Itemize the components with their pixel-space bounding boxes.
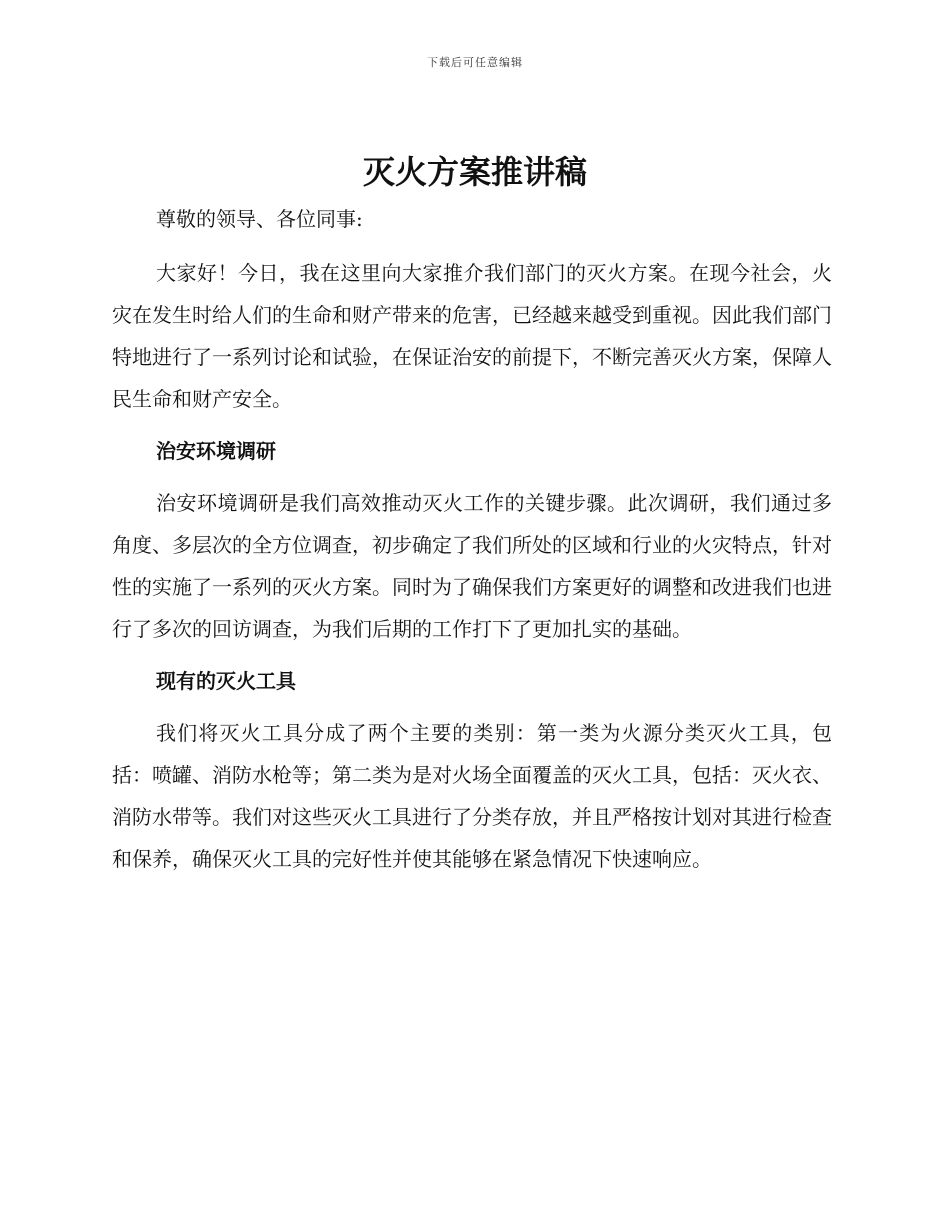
section-heading-tools: 现有的灭火工具: [156, 669, 296, 693]
document-body: [112, 200, 832, 892]
section-body-survey: 治安环境调研是我们高效推动灭火工作的关键步骤。此次调研，我们通过多角度、多层次的全方位调查，初步确定了我们所处的区域和行业的火灾特点，针对性的实施了一系列的灭火方案。同时为了确保我们方案更好的调整和改进我们也进行了多次的回访调查，为我们后期的工作打下了更加扎实的基础。: [112, 491, 832, 641]
intro-paragraph: 大家好！今日，我在这里向大家推介我们部门的灭火方案。在现今社会，火灾在发生时给人们的生命和财产带来的危害，已经越来越受到重视。因此我们部门特地进行了一系列讨论和试验，在保证治安的前提下，不断完善灭火方案，保障人民生命和财产安全。: [112, 261, 832, 411]
section-heading-survey: 治安环境调研: [156, 439, 276, 463]
page-header-note: 下载后可任意编辑: [427, 56, 523, 69]
salutation: 尊敬的领导、各位同事:: [156, 207, 363, 231]
document-title: 灭火方案推讲稿: [362, 153, 587, 191]
section-body-tools: 我们将灭火工具分成了两个主要的类别：第一类为火源分类灭火工具，包括：喷罐、消防水枪等；第二类为是对火场全面覆盖的灭火工具，包括：灭火衣、消防水带等。我们对这些灭火工具进行了分类存放，并且严格按计划对其进行检查和保养，确保灭火工具的完好性并使其能够在紧急情况下快速响应。: [112, 721, 832, 871]
